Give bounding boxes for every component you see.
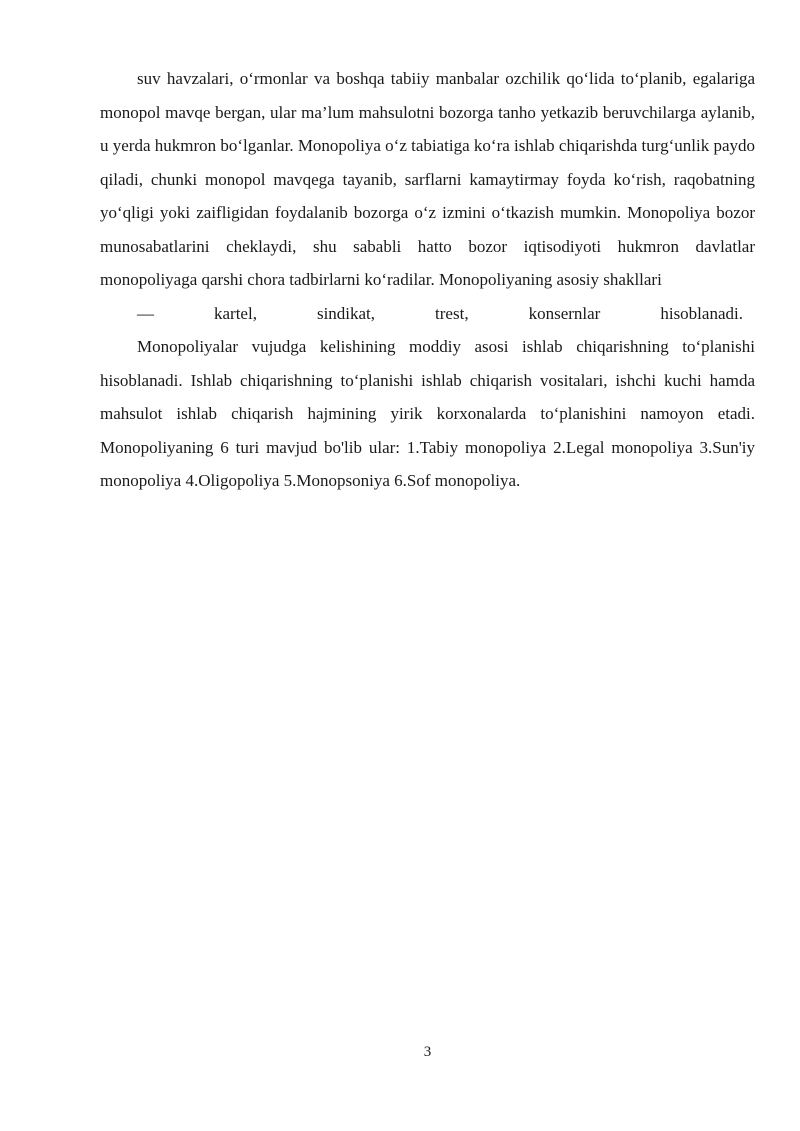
list-item-konsernlar: konsernlar [528,303,601,323]
list-item-hisoblanadi: hisoblanadi. [660,303,743,323]
list-item-trest: trest, [435,303,469,323]
document-body [100,62,755,498]
paragraph-monopoly-nature: suv havzalari, o‘rmonlar va boshqa tabiiy manbalar ozchilik qo‘lida to‘planib, egalariga monopol mavqe bergan, ular ma’lum mahsulotni bozorga tanho yetkazib beruvchilarga aylanib, u yerda hukmron bo‘lganlar. Monopoliya o‘z tabiatiga ko‘ra ishlab chiqarishda turg‘unlik paydo qiladi, chunki monopol mavqega tayanib, sarflarni kamaytirmay foyda ko‘rish, raqobatning yo‘qligi yoki zaifligidan foydalanib bozorga o‘z izmini o‘tkazish mumkin. Monopoliya bozor munosabatlarini cheklaydi, shu sababli hatto bozor iqtisodiyoti hukmron davlatlar monopoliyaga qarshi chora tadbirlarni ko‘radilar. Monopoliyaning asosiy shakllari [100,69,755,289]
paragraph-monopoly-basis: Monopoliyalar vujudga kelishining moddiy asosi ishlab chiqarishning to‘planishi hisoblanadi. Ishlab chiqarishning to‘planishi ishlab chiqarish vositalari, ishchi kuchi hamda mahsulot ishlab chiqarish hajmining yirik korxonalarda to‘planishini namoyon etadi. Monopoliyaning 6 turi mavjud bo'lib ular: 1.Tabiy monopoliya 2.Legal monopoliya 3.Sun'iy monopoliya 4.Oligopoliya 5.Monopsoniya 6.Sof monopoliya. [100,337,755,490]
list-dash: — [137,303,154,323]
page-number: 3 [423,1044,432,1060]
list-item-kartel: kartel, [214,303,257,323]
monopoly-forms-list [100,297,755,331]
list-item-sindikat: sindikat, [316,303,376,323]
